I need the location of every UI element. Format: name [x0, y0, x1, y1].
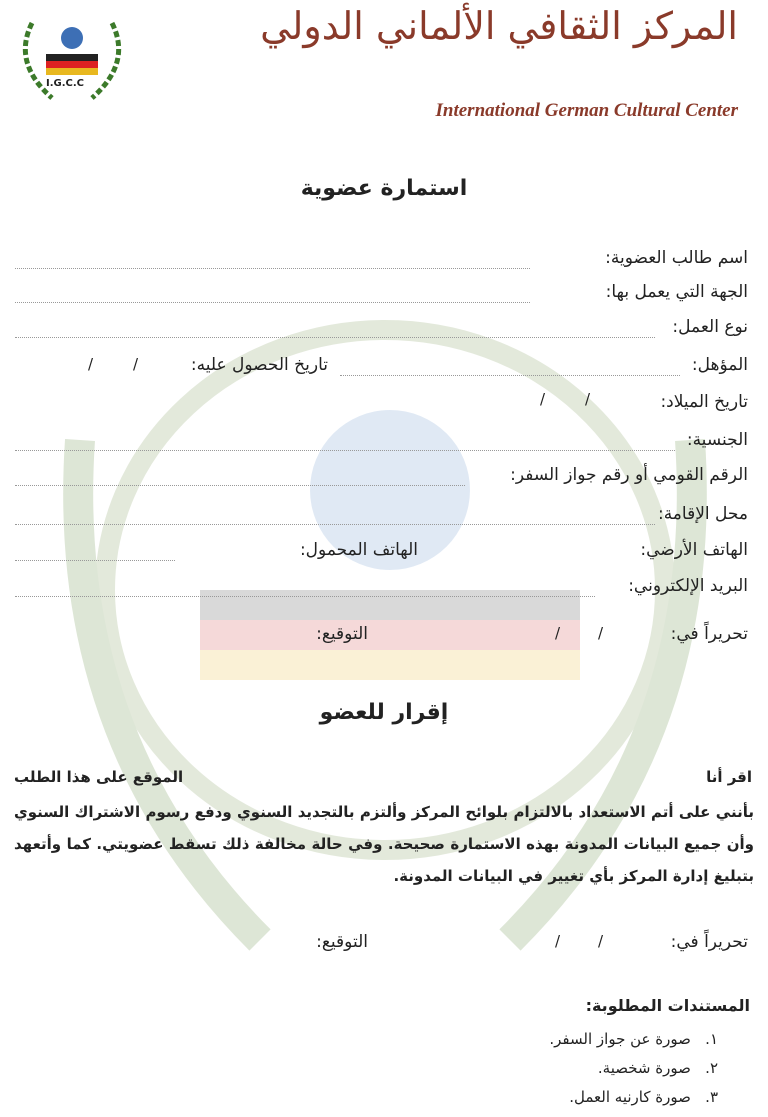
qualification-label: المؤهل: — [691, 355, 748, 375]
nationality-line[interactable] — [15, 450, 675, 451]
employer-label: الجهة التي يعمل بها: — [605, 282, 748, 302]
date-sep: / — [598, 932, 604, 950]
center-english-name: International German Cultural Center — [435, 100, 738, 121]
form-title: استمارة عضوية — [300, 176, 468, 201]
email-line[interactable] — [15, 596, 595, 597]
job-type-line[interactable] — [15, 337, 655, 338]
declaration-i-am: اقر أنا — [706, 768, 752, 786]
item-text: صورة كارنيه العمل. — [569, 1088, 691, 1106]
date-sep: / — [133, 355, 139, 373]
signature-label: التوقيع: — [316, 624, 368, 644]
date-sep: / — [555, 624, 561, 642]
applicant-name-label: اسم طالب العضوية: — [605, 248, 748, 268]
qualification-line[interactable] — [340, 375, 680, 376]
residence-label: محل الإقامة: — [657, 504, 748, 524]
mobile-label: الهاتف المحمول: — [299, 540, 418, 560]
qualification-date-label: تاريخ الحصول عليه: — [190, 355, 328, 375]
date-sep: / — [540, 390, 546, 408]
document-item — [569, 1088, 718, 1106]
national-id-label: الرقم القومي أو رقم جواز السفر: — [510, 465, 748, 485]
birth-date-label: تاريخ الميلاد: — [660, 392, 748, 412]
item-number: ٣. — [705, 1088, 718, 1106]
date-sep: / — [88, 355, 94, 373]
national-id-line[interactable] — [15, 485, 465, 486]
mobile-line[interactable] — [15, 560, 175, 561]
email-label: البريد الإلكتروني: — [628, 576, 748, 596]
igcc-logo — [12, 8, 132, 104]
item-text: صورة عن جواز السفر. — [549, 1030, 691, 1048]
landline-label: الهاتف الأرضي: — [640, 540, 748, 560]
center-arabic-name: المركز الثقافي الألماني الدولي — [260, 4, 738, 48]
document-item — [549, 1030, 718, 1048]
written-on-label: تحريراً في: — [670, 624, 748, 644]
date-sep: / — [598, 624, 604, 642]
job-type-label: نوع العمل: — [672, 317, 748, 337]
declaration-written-on-label: تحريراً في: — [670, 932, 748, 952]
declaration-signer: الموقع على هذا الطلب — [14, 768, 184, 786]
nationality-label: الجنسية: — [686, 430, 748, 450]
date-sep: / — [555, 932, 561, 950]
item-text: صورة شخصية. — [597, 1059, 691, 1077]
residence-line[interactable] — [15, 524, 655, 525]
item-number: ٢. — [705, 1059, 718, 1077]
document-item — [598, 1059, 718, 1077]
logo-text: I.G.C.C — [46, 78, 85, 89]
declaration-text: بأنني على أتم الاستعداد بالالتزام بلوائح المركز وألتزم بالتجديد السنوي ودفع رسوم الاشتراك السنوي وأن جميع البيانات المدونة بهذه الاستمارة صحيحة. وفي حالة مخالفة ذلك تسقط عضويتي. كما وأتعهد بتبليغ إدارة المركز بأي تغيير في البيانات المدونة. — [14, 803, 754, 885]
applicant-name-line[interactable] — [15, 268, 530, 269]
item-number: ١. — [705, 1030, 718, 1048]
declaration-title: إقرار للعضو — [319, 700, 449, 725]
employer-line[interactable] — [15, 302, 530, 303]
date-sep: / — [585, 390, 591, 408]
declaration-signature-label: التوقيع: — [316, 932, 368, 952]
documents-title: المستندات المطلوبة: — [585, 996, 750, 1015]
